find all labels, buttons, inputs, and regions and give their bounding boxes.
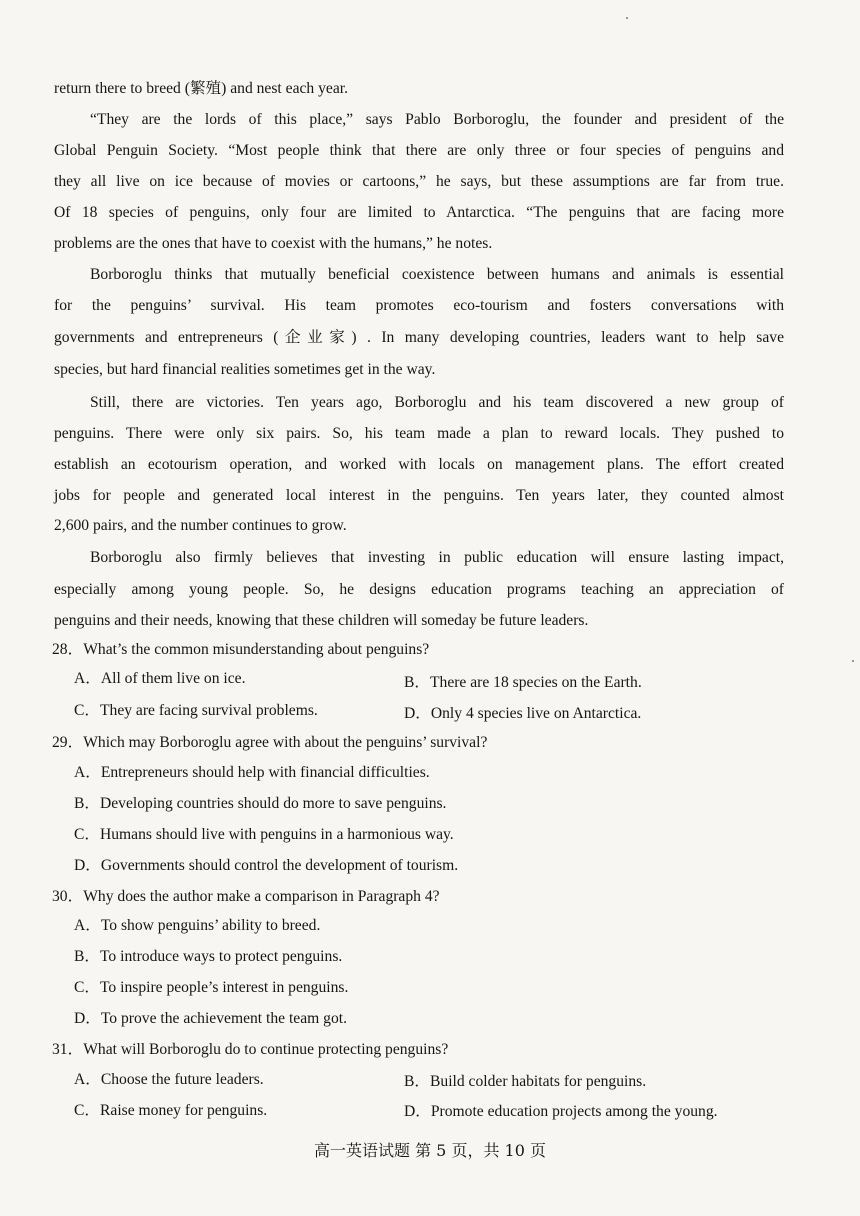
option-a[interactable]: A．Choose the future leaders. xyxy=(74,1071,264,1088)
passage-line: Borboroglu thinks that mutually beneficial coexistence between humans and animals is essential xyxy=(90,266,784,283)
option-c[interactable]: C．Raise money for penguins. xyxy=(74,1102,268,1119)
passage-line: species, but hard financial realities sometimes get in the way. xyxy=(54,361,436,378)
option-d[interactable]: D．Promote education projects among the young. xyxy=(404,1103,718,1120)
question-stem: 28．What’s the common misunderstanding about penguins? xyxy=(52,641,430,658)
option-c[interactable]: C．To inspire people’s interest in penguins. xyxy=(74,979,349,996)
passage-line: especially among young people. So, he designs education programs teaching an appreciation of xyxy=(54,581,784,598)
option-a[interactable]: A．To show penguins’ ability to breed. xyxy=(74,917,321,934)
option-a[interactable]: A．All of them live on ice. xyxy=(74,670,246,687)
passage-line: jobs for people and generated local interest in the penguins. Ten years later, they counted almost xyxy=(54,487,784,504)
passage-line: return there to breed (繁殖) and nest each year. xyxy=(54,80,348,97)
option-d[interactable]: D．To prove the achievement the team got. xyxy=(74,1010,348,1027)
question-stem: 30．Why does the author make a comparison in Paragraph 4? xyxy=(52,888,440,905)
passage-line: for the penguins’ survival. His team promotes eco-tourism and fosters conversations with xyxy=(54,297,784,314)
question-stem: 29．Which may Borboroglu agree with about the penguins’ survival? xyxy=(52,734,488,751)
scan-speck xyxy=(626,17,628,19)
passage-line: Still, there are victories. Ten years ago, Borboroglu and his team discovered a new group of xyxy=(90,394,784,411)
option-b[interactable]: B．Build colder habitats for penguins. xyxy=(404,1073,647,1090)
option-b[interactable]: B．Developing countries should do more to save penguins. xyxy=(74,795,447,812)
scan-speck xyxy=(852,660,854,662)
passage-line: 2,600 pairs, and the number continues to grow. xyxy=(54,517,347,534)
passage-line: penguins and their needs, knowing that these children will someday be future leaders. xyxy=(54,612,589,629)
option-c[interactable]: C．They are facing survival problems. xyxy=(74,702,318,719)
passage-line: “They are the lords of this place,” says Pablo Borboroglu, the founder and president of the xyxy=(90,111,784,128)
passage-line: Borboroglu also firmly believes that investing in public education will ensure lasting impact, xyxy=(90,549,784,566)
passage-line: problems are the ones that have to coexist with the humans,” he notes. xyxy=(54,235,493,252)
option-a[interactable]: A．Entrepreneurs should help with financial difficulties. xyxy=(74,764,430,781)
passage-line: establish an ecotourism operation, and worked with locals on management plans. The effort created xyxy=(54,456,784,473)
option-d[interactable]: D．Only 4 species live on Antarctica. xyxy=(404,705,642,722)
passage-line: penguins. There were only six pairs. So, his team made a plan to reward locals. They pushed to xyxy=(54,425,784,442)
passage-line: governments and entrepreneurs (企业家) . In many developing countries, leaders want to help save xyxy=(54,329,784,346)
option-b[interactable]: B．To introduce ways to protect penguins. xyxy=(74,948,343,965)
page-footer: 高一英语试题 第 5 页，共 10 页 xyxy=(314,1141,546,1160)
option-b[interactable]: B．There are 18 species on the Earth. xyxy=(404,674,642,691)
passage-line: Global Penguin Society. “Most people think that there are only three or four species of penguins and xyxy=(54,142,784,159)
option-d[interactable]: D．Governments should control the development of tourism. xyxy=(74,857,459,874)
passage-line: they all live on ice because of movies or cartoons,” he says, but these assumptions are far from true. xyxy=(54,173,784,190)
passage-line: Of 18 species of penguins, only four are limited to Antarctica. “The penguins that are facing more xyxy=(54,204,784,221)
question-stem: 31．What will Borboroglu do to continue protecting penguins? xyxy=(52,1041,449,1058)
option-c[interactable]: C．Humans should live with penguins in a harmonious way. xyxy=(74,826,454,843)
